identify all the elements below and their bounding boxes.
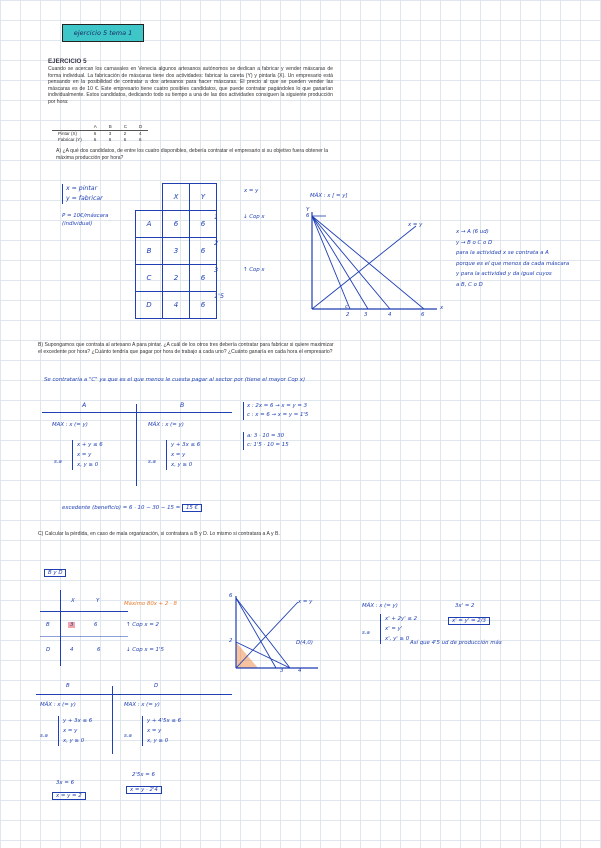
ratio-a: 1 — [214, 213, 219, 221]
part-c-col-d-calc: 2'5x = 6 — [132, 772, 155, 778]
part-c-b-x: 3 — [70, 622, 74, 628]
part-c-col-b-max: MÁX : x (= y) — [40, 702, 76, 708]
table-cell: 3 — [163, 238, 190, 265]
axis-label: Y — [306, 207, 310, 213]
line-x-eq-y — [312, 226, 416, 309]
graph-c-tick-3: 3 — [280, 668, 284, 674]
ratio-c: 3 — [214, 266, 219, 274]
production-table — [52, 124, 148, 143]
part-c-cop-b: ↑ Cop x = 2 — [126, 622, 159, 628]
x-tick-4: 4 — [388, 312, 392, 318]
answer-line: porque es el que menos da cada máscara — [456, 260, 570, 267]
constraint: x, y ≥ 0 — [63, 738, 85, 744]
table-header: C — [118, 124, 133, 131]
constraint: x = y — [147, 728, 162, 734]
table-cell: 6 — [139, 137, 142, 142]
side-line: x : 2x = 6 → x = y = 3 — [247, 403, 308, 409]
x-tick-6: 6 — [421, 312, 425, 318]
part-b-side — [243, 402, 308, 420]
part-b-col-a-max: MAX : x (= y) — [52, 422, 88, 428]
constraint: y + 3x ≤ 6 — [171, 442, 201, 448]
part-c-d-y: 6 — [97, 647, 101, 653]
side-line: c : x = 6 → x = y = 1'5 — [247, 412, 309, 418]
price-note — [62, 212, 108, 228]
part-c-bottom-vline — [112, 686, 113, 754]
table-header — [136, 184, 163, 211]
constraint: x + y ≤ 6 — [77, 442, 103, 448]
table-row — [136, 184, 217, 211]
table-cell: 2 — [123, 131, 127, 136]
part-c-max: MÁX : x (= y) — [362, 603, 398, 609]
table-cell: 6 — [190, 265, 217, 292]
x-tick-2: 2 — [346, 312, 350, 318]
row-label: D — [136, 292, 163, 319]
note-line: (individual) — [62, 221, 93, 227]
part-b-col-b-title: B — [180, 402, 185, 409]
question-c: C) Calcular la pérdida, en caso de mala organización, si contratara a B y D. Lo mismo si contratara a A y B. — [38, 531, 280, 537]
exercise-heading: EJERCICIO 5 — [48, 58, 87, 65]
table-cell: 4 — [163, 292, 190, 319]
graph-c — [236, 596, 326, 676]
table-cell: 6 — [163, 211, 190, 238]
table-cell: 6 — [93, 131, 97, 136]
table-cell: 6 — [190, 292, 217, 319]
excedente-value: 15 € — [182, 504, 202, 512]
table-cell: 6 — [123, 137, 127, 142]
frontier-b — [312, 216, 368, 309]
table-row — [136, 292, 217, 319]
part-b-col-b-constraints — [166, 440, 200, 470]
part-c-sa: s.a — [362, 630, 370, 636]
constraint: x', y' ≥ 0 — [385, 636, 410, 642]
table-row — [52, 137, 148, 143]
table-row — [136, 238, 217, 265]
cop-down: ↓ Cop x — [243, 214, 265, 220]
part-c-result-note: Así que 4'5 ud de producción más — [410, 640, 502, 646]
graph-c-tick-6: 6 — [229, 593, 233, 599]
question-a: A) ¿A qué dos candidatos, de entre los cuatro disponibles, debería contratar el empresario si su objetivo fuera obtener la máxima producción por hora? — [56, 148, 329, 161]
constraint: x = y — [63, 728, 78, 734]
table-cell: 6 — [190, 211, 217, 238]
excedente-formula: excedente (beneficio) = 6 · 10 − 30 − 15 = — [62, 505, 181, 511]
constraint: y + 3x ≤ 6 — [63, 718, 93, 724]
part-c-col-d-constraints — [142, 716, 181, 746]
part-c-col-b-sa: s.a — [40, 733, 48, 739]
part-b-col-a-sa: s.a — [54, 459, 62, 465]
constraint: x, y ≥ 0 — [171, 462, 193, 468]
table-row — [136, 211, 217, 238]
part-b-col-b-max: MÁX : x (= y) — [148, 422, 184, 428]
table-header: Y — [190, 184, 217, 211]
part-c-col-b-title: B — [66, 683, 70, 689]
part-c-row-d-label: D — [46, 647, 51, 653]
part-b-side2 — [243, 432, 289, 450]
part-c-label: B y D — [44, 569, 66, 577]
side-line: a: 3 · 10 = 30 — [247, 433, 285, 439]
part-c-d-x: 4 — [70, 647, 74, 653]
part-c-annotation: Máximo 80x + 2 · 8 — [124, 601, 177, 607]
variables-brace — [62, 184, 103, 204]
axis-label: 6 — [306, 213, 310, 219]
ratio-d: 1'5 — [214, 292, 225, 300]
ratio-b: 2 — [214, 239, 219, 247]
part-b-answer: Se contrataría a "C" ya que es el que menos le cuesta pagar al sector por (tiene el mayor Cop x) — [44, 377, 306, 383]
graph-c-tick-2: 2 — [229, 638, 233, 644]
graph-a-y-labels — [306, 207, 309, 219]
brace-line: x = pintar — [66, 185, 98, 192]
x-tick-3: 3 — [364, 312, 368, 318]
answer-line: x → A (6 ud) — [456, 229, 489, 235]
part-c-row-b-label: B — [46, 622, 50, 628]
excedente — [62, 505, 202, 511]
graph-c-tick-4: 4 — [298, 668, 302, 674]
part-a-answer — [456, 227, 569, 290]
graph-c-point-label: D(4,0) — [296, 640, 313, 646]
part-c-result-top: 3x' = 2 — [455, 603, 475, 609]
part-c-bottom-hline — [36, 694, 232, 695]
part-b-col-a-constraints — [72, 440, 103, 470]
frontier-c — [312, 216, 350, 309]
x-axis-end-label: x — [440, 305, 444, 311]
part-c-col-d-max: MAX : x (= y) — [124, 702, 160, 708]
part-c-header-y: Y — [96, 598, 100, 604]
part-b-col-a-title: A — [82, 402, 87, 409]
part-c-col-d-title: D — [154, 683, 159, 689]
table-cell: 2 — [163, 265, 190, 292]
part-b-vline — [136, 404, 137, 486]
part-b-col-b-sa: s.a — [148, 459, 156, 465]
row-label: C — [136, 265, 163, 292]
answer-line: y → B o C o D — [456, 239, 493, 246]
title-box: ejercicio 5 tema 1 — [62, 24, 144, 42]
constraint: x' + 2y' ≤ 2 — [385, 616, 418, 622]
max-label: MÁX : x [ = y] — [310, 193, 348, 199]
brace-line: y = fabricar — [66, 195, 103, 202]
side-line: c: 1'5 · 10 = 15 — [247, 442, 289, 448]
question-b: B) Supongamos que contrata al artesano A para pintar. ¿A cuál de los otros tres debería contratar para fabricar si quiere maximizar el excedente por hora? ¿Cuánto tendría que pagar por hora de trabajo a cada uno? ¿Cuánto ganaría en cada hora el empresario? — [38, 342, 334, 355]
part-a-grid — [135, 183, 217, 319]
constraint: x = y — [77, 452, 92, 458]
part-c-vline — [60, 590, 61, 666]
table-cell: 4 — [139, 131, 142, 136]
table-cell: 6 — [93, 137, 97, 142]
graph-a-point-label: c — [345, 304, 348, 310]
part-c-hline — [40, 611, 128, 612]
answer-line: y para la actividad y da igual cuyos — [456, 271, 552, 277]
table-header: D — [133, 124, 148, 131]
constraint: y + 4'5x ≤ 6 — [147, 718, 182, 724]
answer-line: a B, C o D — [456, 281, 483, 288]
exercise-text: Cuando se acercan los carnavales en Venecia algunos artesanos autónomos se dedican a fabricar y vender máscaras de forma individual. La fabricación de máscaras tiene dos actividades: fabricar la careta (Y) y pintarla (X). Un empresario está pensando en la posibilidad de contratar a dos artesanos para hacer máscaras. El precio al que se pueden vender las máscaras es de 10 €. Este empresario tiene cuatro posibles candidatos, que puede contratar pagándoles lo que ganarían individualmente. Estos candidatos, dedicando todo su tiempo a una de las dos actividades consiguen la siguiente producción por hora: — [48, 66, 333, 105]
constraint: x, y ≥ 0 — [77, 462, 99, 468]
constraint: x' = y' — [385, 626, 403, 632]
graph-a — [312, 212, 442, 322]
part-c-col-b-box: x = y = 2 — [52, 792, 86, 800]
xy-note: x = y — [244, 188, 259, 194]
line-x-eq-y — [236, 602, 298, 668]
row-label: B — [136, 238, 163, 265]
part-c-col-d-box: x = y · 2'4 — [126, 786, 162, 794]
cop-up: ↑ Cop x — [243, 267, 265, 273]
constraint: x, y ≥ 0 — [147, 738, 169, 744]
table-cell: Pintar (X) — [58, 131, 78, 136]
row-label: A — [136, 211, 163, 238]
part-c-b-y: 6 — [94, 622, 98, 628]
part-c-result-box: x' = y' = 2/3 — [448, 617, 490, 625]
table-header: A — [88, 124, 103, 131]
graph-a-line-label: x = y — [408, 222, 423, 228]
note-line: P = 10€/máscara — [62, 213, 109, 219]
table-cell: Fabricar (Y) — [58, 137, 82, 142]
constraint: x = y — [171, 452, 186, 458]
table-cell: 3 — [108, 131, 112, 136]
part-c-hline2 — [40, 636, 128, 637]
part-c-cop-d: ↓ Cop x = 1'5 — [126, 647, 164, 653]
table-cell: 6 — [190, 238, 217, 265]
part-c-col-b-calc: 3x = 6 — [56, 780, 74, 786]
part-c-header-x: X — [71, 598, 75, 604]
table-cell: 6 — [108, 137, 112, 142]
part-c-col-b-constraints — [58, 716, 92, 746]
graph-c-line-label: x = y — [298, 599, 313, 605]
frontier-d — [312, 216, 390, 309]
table-header: X — [163, 184, 190, 211]
table-row — [136, 265, 217, 292]
part-c-col-d-sa: s.a — [124, 733, 132, 739]
answer-line: para la actividad x se contrata a A — [456, 250, 549, 256]
table-header: B — [103, 124, 118, 131]
